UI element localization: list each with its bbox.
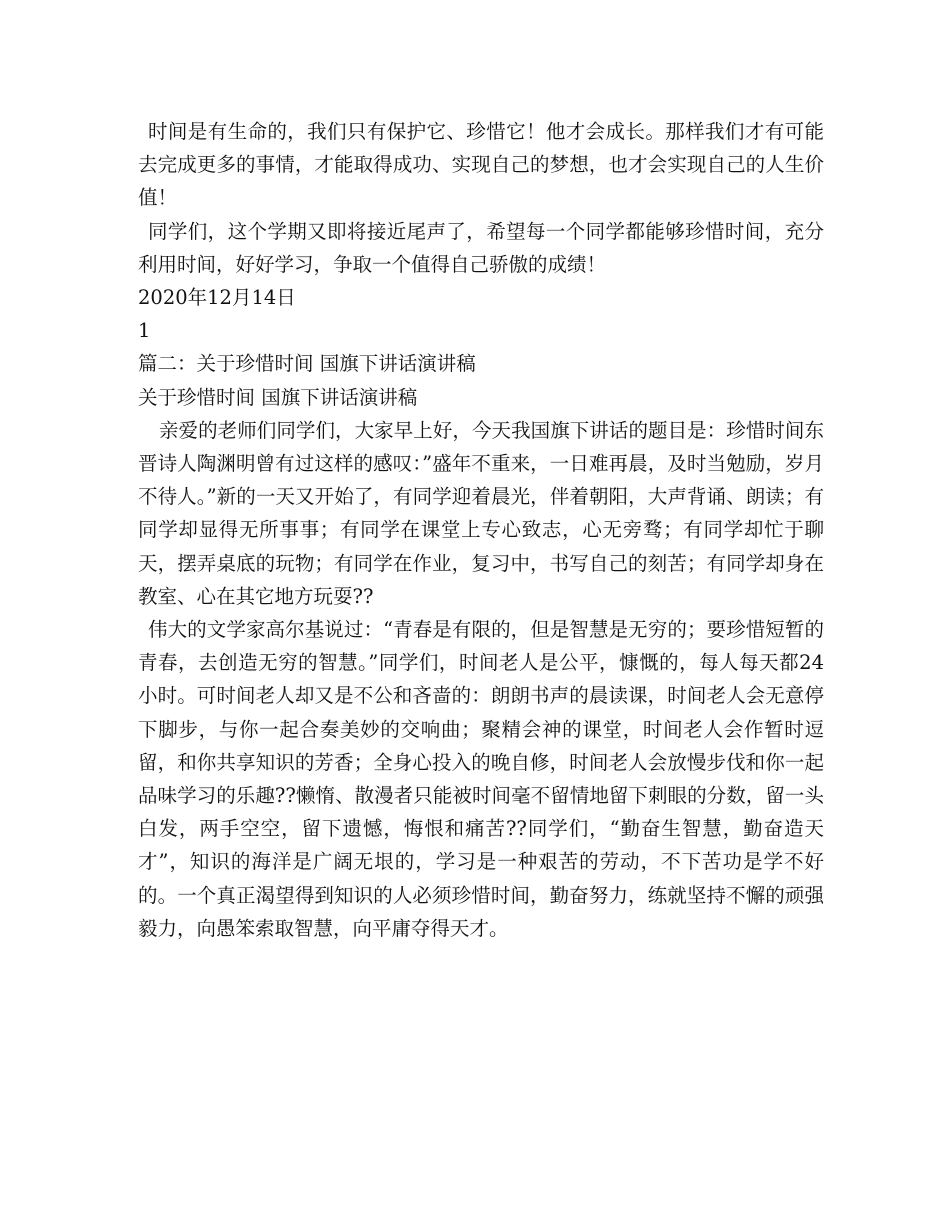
paragraph-time-has-life: 时间是有生命的，我们只有保护它、珍惜它！他才会成长。那样我们才有可能去完成更多的事情，才能取得成功、实现自己的梦想，也才会实现自己的人生价值！ [138, 120, 824, 210]
document-date: 2020年12月14日 [138, 286, 296, 310]
paragraph-semester-end: 同学们，这个学期又即将接近尾声了，希望每一个同学都能够珍惜时间，充分利用时间，好好学习，争取一个值得自己骄傲的成绩！ [138, 219, 824, 276]
paragraph-gorky-quote: 伟大的文学家高尔基说过：“青春是有限的，但是智慧是无穷的；要珍惜短暂的青春，去创造无穷的智慧。”同学们，时间老人是公平，慷慨的，每人每天都24小时。可时间老人却又是不公和吝啬的：朗朗书声的晨读课，时间老人会无意停下脚步，与你一起合奏美妙的交响曲；聚精会神的课堂，时间老人会作暂时逗留，和你共享知识的芳香；全身心投入的晚自修，时间老人会放慢步伐和你一起品味学习的乐趣??懒惰、散漫者只能被时间毫不留情地留下刺眼的分数，留一头白发，两手空空，留下遗憾，悔恨和痛苦??同学们，“勤奋生智慧，勤奋造天才”，知识的海洋是广阔无垠的，学习是一种艰苦的劳动，不下苦功是学不好的。一个真正渴望得到知识的人必须珍惜时间，勤奋努力，练就坚持不懈的顽强毅力，向愚笨索取智慧，向平庸夺得天才。 [138, 618, 824, 940]
page-number: 1 [138, 319, 151, 343]
section-heading: 篇二：关于珍惜时间 国旗下讲话演讲稿 [138, 352, 476, 376]
paragraph-greeting: 亲爱的老师们同学们，大家早上好，今天我国旗下讲话的题目是：珍惜时间东晋诗人陶渊明曾有过这样的感叹：”盛年不重来，一日难再晨，及时当勉励，岁月不待人。”新的一天又开始了，有同学迎着晨光，伴着朝阳，大声背诵、朗读；有同学却显得无所事事；有同学在课堂上专心致志，心无旁骛；有同学却忙于聊天，摆弄桌底的玩物；有同学在作业，复习中，书写自己的刻苦；有同学却身在教室、心在其它地方玩耍?? [138, 418, 824, 608]
document-content [138, 115, 824, 945]
section-title: 关于珍惜时间 国旗下讲话演讲稿 [138, 385, 418, 409]
